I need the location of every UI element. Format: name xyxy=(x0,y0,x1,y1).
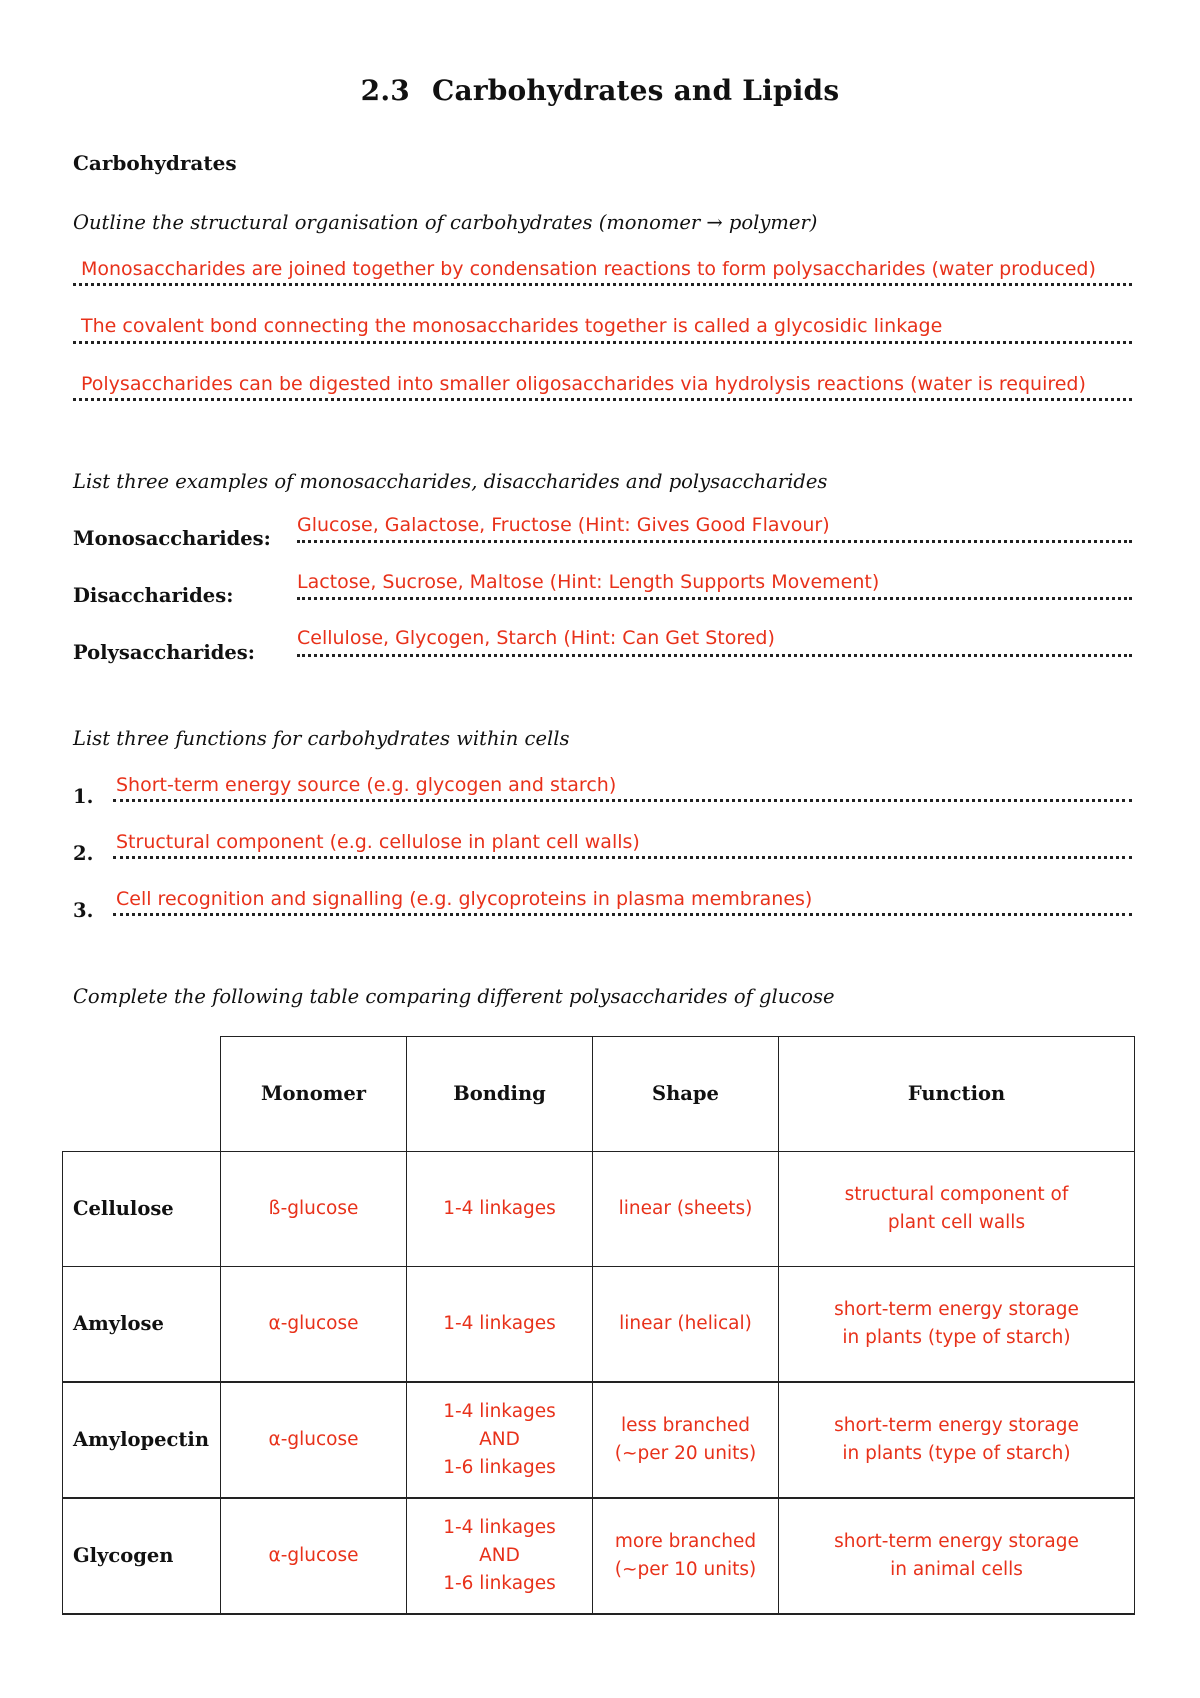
shape-cell xyxy=(593,1382,779,1498)
function-line: plant cell walls xyxy=(887,1211,1026,1233)
bonding-cell xyxy=(407,1498,593,1614)
shape-cell xyxy=(593,1498,779,1614)
bonding-line: AND xyxy=(479,1428,520,1450)
polysaccharides-line xyxy=(297,654,1132,657)
disaccharides-answer: Lactose, Sucrose, Maltose (Hint: Length Supports Movement) xyxy=(297,571,880,593)
q1-answer-line-3 xyxy=(73,398,1132,401)
header-shape: Shape xyxy=(593,1037,779,1152)
title-number: 2.3 xyxy=(360,74,410,107)
q1-answer-line-1 xyxy=(73,283,1132,286)
monomer-cell: α-glucose xyxy=(221,1266,407,1382)
function-answer-2: Structural component (e.g. cellulose in plant cell walls) xyxy=(116,831,640,853)
function-number-1: 1. xyxy=(73,785,94,808)
table-row xyxy=(63,1382,1135,1498)
bonding-cell xyxy=(407,1382,593,1498)
function-line-3 xyxy=(113,913,1132,916)
q1-answer-line-2 xyxy=(73,341,1132,344)
monosaccharides-label: Monosaccharides: xyxy=(73,527,271,550)
shape-line: less branched xyxy=(620,1414,751,1436)
table-row xyxy=(63,1151,1135,1266)
disaccharides-line xyxy=(297,597,1132,600)
function-answer-3: Cell recognition and signalling (e.g. glycoproteins in plasma membranes) xyxy=(116,888,813,910)
shape-cell xyxy=(593,1151,779,1266)
polysaccharide-table xyxy=(62,1036,1135,1615)
shape-line: linear (helical) xyxy=(619,1312,752,1334)
bonding-line: 1-4 linkages xyxy=(443,1312,556,1334)
shape-line: linear (sheets) xyxy=(618,1197,753,1219)
shape-cell xyxy=(593,1266,779,1382)
table-corner-cell xyxy=(63,1037,221,1152)
bonding-cell xyxy=(407,1151,593,1266)
q1-answer-2: The covalent bond connecting the monosaccharides together is called a glycosidic linkage xyxy=(81,315,943,337)
function-cell xyxy=(779,1266,1135,1382)
bonding-line: AND xyxy=(479,1544,520,1566)
header-monomer: Monomer xyxy=(221,1037,407,1152)
function-answer-1: Short-term energy source (e.g. glycogen and starch) xyxy=(116,774,617,796)
function-cell xyxy=(779,1498,1135,1614)
function-number-3: 3. xyxy=(73,899,94,922)
monosaccharides-answer: Glucose, Galactose, Fructose (Hint: Gives Good Flavour) xyxy=(297,514,830,536)
disaccharides-label: Disaccharides: xyxy=(73,584,234,607)
bonding-line: 1-6 linkages xyxy=(443,1456,556,1478)
monomer-cell: ß-glucose xyxy=(221,1151,407,1266)
shape-line: (~per 20 units) xyxy=(614,1442,757,1464)
table-row xyxy=(63,1498,1135,1614)
function-line: in plants (type of starch) xyxy=(842,1442,1071,1464)
monosaccharides-line xyxy=(297,540,1132,543)
bonding-line: 1-4 linkages xyxy=(443,1197,556,1219)
shape-line: more branched xyxy=(614,1530,757,1552)
bonding-cell xyxy=(407,1266,593,1382)
header-function: Function xyxy=(779,1037,1135,1152)
section-heading: Carbohydrates xyxy=(73,151,237,175)
q1-prompt: Outline the structural organisation of carbohydrates (monomer → polymer) xyxy=(73,211,818,234)
function-line: in plants (type of starch) xyxy=(842,1326,1071,1348)
function-line: short-term energy storage xyxy=(834,1414,1079,1436)
function-cell xyxy=(779,1382,1135,1498)
function-number-2: 2. xyxy=(73,842,94,865)
polysaccharides-answer: Cellulose, Glycogen, Starch (Hint: Can Get Stored) xyxy=(297,627,775,649)
bonding-line: 1-4 linkages xyxy=(443,1516,556,1538)
q3-prompt: List three functions for carbohydrates within cells xyxy=(73,727,570,750)
monomer-cell: α-glucose xyxy=(221,1382,407,1498)
row-name: Glycogen xyxy=(63,1498,221,1614)
bonding-line: 1-4 linkages xyxy=(443,1400,556,1422)
function-line: structural component of xyxy=(844,1183,1069,1205)
table-row xyxy=(63,1266,1135,1382)
header-bonding: Bonding xyxy=(407,1037,593,1152)
shape-line: (~per 10 units) xyxy=(614,1558,757,1580)
function-line: short-term energy storage xyxy=(834,1530,1079,1552)
function-line: in animal cells xyxy=(890,1558,1023,1580)
monomer-cell: α-glucose xyxy=(221,1498,407,1614)
title-text: Carbohydrates and Lipids xyxy=(432,74,840,107)
function-cell xyxy=(779,1151,1135,1266)
function-line-2 xyxy=(113,856,1132,859)
q4-prompt: Complete the following table comparing different polysaccharides of glucose xyxy=(73,985,835,1008)
q1-answer-1: Monosaccharides are joined together by condensation reactions to form polysaccharides (water produced) xyxy=(81,258,1096,280)
function-line-1 xyxy=(113,799,1132,802)
q1-answer-3: Polysaccharides can be digested into smaller oligosaccharides via hydrolysis reactions (water is required) xyxy=(81,373,1086,395)
table-header-row xyxy=(63,1037,1135,1152)
bonding-line: 1-6 linkages xyxy=(443,1572,556,1594)
row-name: Amylopectin xyxy=(63,1382,221,1498)
polysaccharides-label: Polysaccharides: xyxy=(73,641,255,664)
page-title xyxy=(0,74,1200,107)
q2-prompt: List three examples of monosaccharides, disaccharides and polysaccharides xyxy=(73,470,828,493)
row-name: Amylose xyxy=(63,1266,221,1382)
row-name: Cellulose xyxy=(63,1151,221,1266)
function-line: short-term energy storage xyxy=(834,1298,1079,1320)
